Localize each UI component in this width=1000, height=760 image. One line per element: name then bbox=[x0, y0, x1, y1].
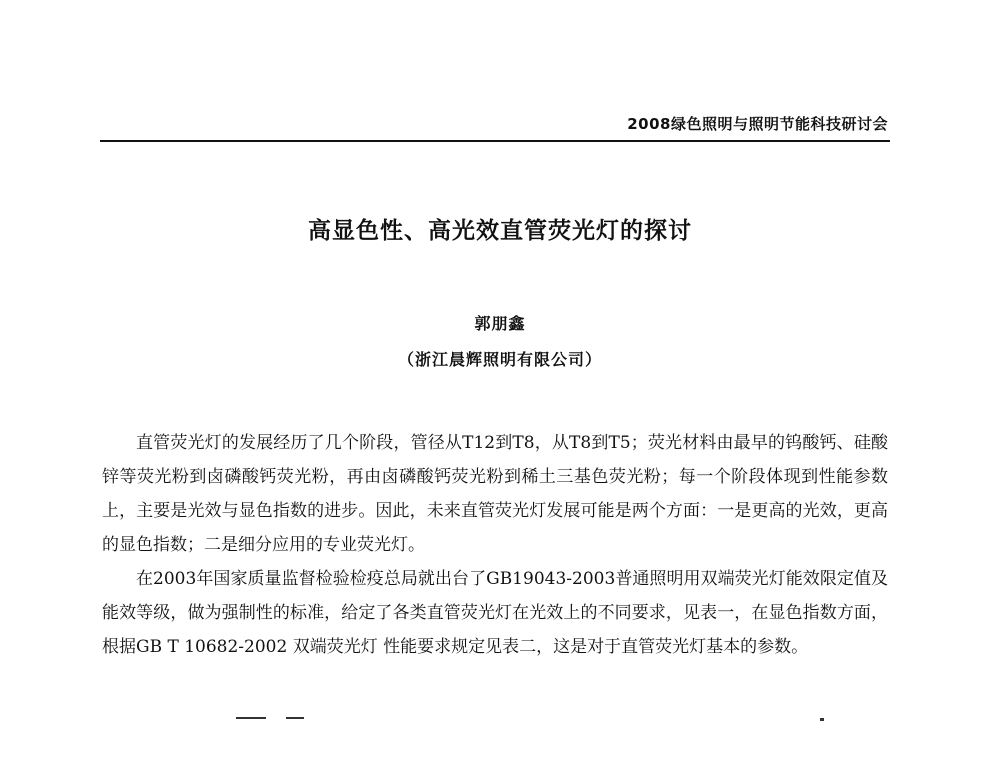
scan-artifact bbox=[236, 717, 266, 719]
header-rule bbox=[100, 140, 890, 142]
body-paragraph: 在2003年国家质量监督检验检疫总局就出台了GB19043-2003普通照明用双端荧光灯能效限定值及能效等级，做为强制性的标准，给定了各类直管荧光灯在光效上的不同要求，见表一，在显色指数方面，根据GB T 10682-2002 双端荧光灯 性能要求规定见表二，这是对于直管荧光灯基本的参数。 bbox=[102, 569, 888, 657]
proceedings-running-header: 2008绿色照明与照明节能科技研讨会 bbox=[627, 115, 888, 133]
paper-title: 高显色性、高光效直管荧光灯的探讨 bbox=[308, 218, 692, 244]
body-paragraph: 直管荧光灯的发展经历了几个阶段，管径从T12到T8，从T8到T5；荧光材料由最早的钨酸钙、硅酸锌等荧光粉到卤磷酸钙荧光粉，再由卤磷酸钙荧光粉到稀土三基色荧光粉；每一个阶段体现到性能参数上，主要是光效与显色指数的进步。因此，未来直管荧光灯发展可能是两个方面：一是更高的光效，更高的显色指数；二是细分应用的专业荧光灯。 bbox=[102, 433, 888, 555]
scan-artifact bbox=[820, 718, 824, 721]
scan-artifact bbox=[286, 717, 304, 719]
author-affiliation: （浙江晨辉照明有限公司） bbox=[397, 350, 602, 369]
body-text bbox=[102, 426, 888, 664]
author-name: 郭朋鑫 bbox=[474, 314, 526, 333]
